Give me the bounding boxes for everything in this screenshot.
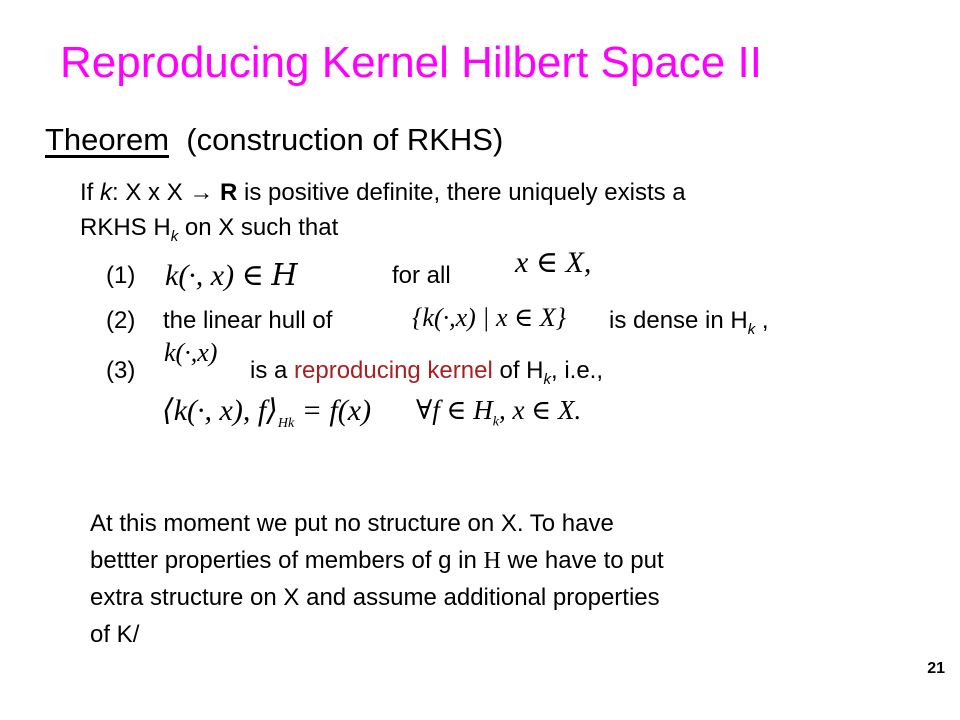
formula-1-forall: x ∈ X, [515,246,592,279]
statement-line-1 [80,179,686,207]
page-number: 21 [927,660,945,677]
item-3-sub-k: k [543,370,551,388]
item-3-tail: , i.e., [551,357,604,384]
formula-4-forall-sub: k [492,414,499,430]
formula-4-rhs: = f(x) [294,394,372,427]
formula-4-inner-product: ⟨k(·, x), f⟩ [162,394,278,427]
item-2-dense: is dense in H [609,307,748,334]
slide-title: Reproducing Kernel Hilbert Space II [60,38,762,87]
statement-sub-k: k [170,227,179,245]
item-2-tail: , [755,307,769,334]
note-line-4: of K/ [90,621,140,648]
item-2-text-a: the linear hull of [163,307,333,334]
item-3-number: (3) [106,357,136,384]
statement-line-2 [80,214,338,245]
note-line-1: At this moment we put no structure on X. To have [90,510,614,537]
formula-3-kernel: k(·,x) [164,338,218,367]
item-3-of-H: of H [492,357,544,384]
statement-rest: is positive definite, there uniquely exists a [237,179,686,206]
formula-kernel [164,338,217,368]
formula-4-forall: ∀f ∈ H [416,395,493,425]
item-3-is-a: is a [250,357,295,384]
theorem-word: Theorem [45,122,170,157]
formula-4-forall-tail: , x ∈ X. [499,395,582,425]
formula-4-sub: Hk [277,416,295,431]
formula-reproducing-property [162,393,371,432]
formula-1-H: H [271,258,298,293]
item-2-sub-k: k [747,320,756,338]
arrow-icon: → [189,179,214,206]
note-line-2-a: bettter properties of members of g in [90,547,484,574]
note-line-2 [90,547,664,575]
statement-k: k [100,179,113,206]
formula-linear-hull-set [412,303,566,333]
theorem-heading [45,122,503,158]
formula-kernel-in-H [165,258,298,293]
statement-R: R [220,179,238,206]
theorem-subtitle: (construction of RKHS) [186,122,504,157]
statement-rkhs: RKHS H [80,214,171,241]
formula-2-set: {k(·,x) | x ∈ X} [412,303,567,332]
statement-domain: : X x X [112,179,190,206]
statement-such-that: on X such that [178,214,339,241]
item-1-number: (1) [106,262,136,289]
formula-quantifier [416,395,581,430]
item-2-number: (2) [106,307,136,334]
item-1-text: for all [392,262,451,289]
note-line-2-b: we have to put [500,547,664,574]
statement-if: If [80,179,101,206]
item-3-text [250,357,603,388]
note-line-2-H: H [483,548,501,574]
formula-1-lhs: k(·, x) ∈ [165,259,272,292]
note-line-3: extra structure on X and assume additional properties [90,584,660,611]
item-3-reproducing-kernel: reproducing kernel [294,357,493,384]
item-2-text-b [609,307,769,338]
formula-for-all-x [515,245,591,280]
